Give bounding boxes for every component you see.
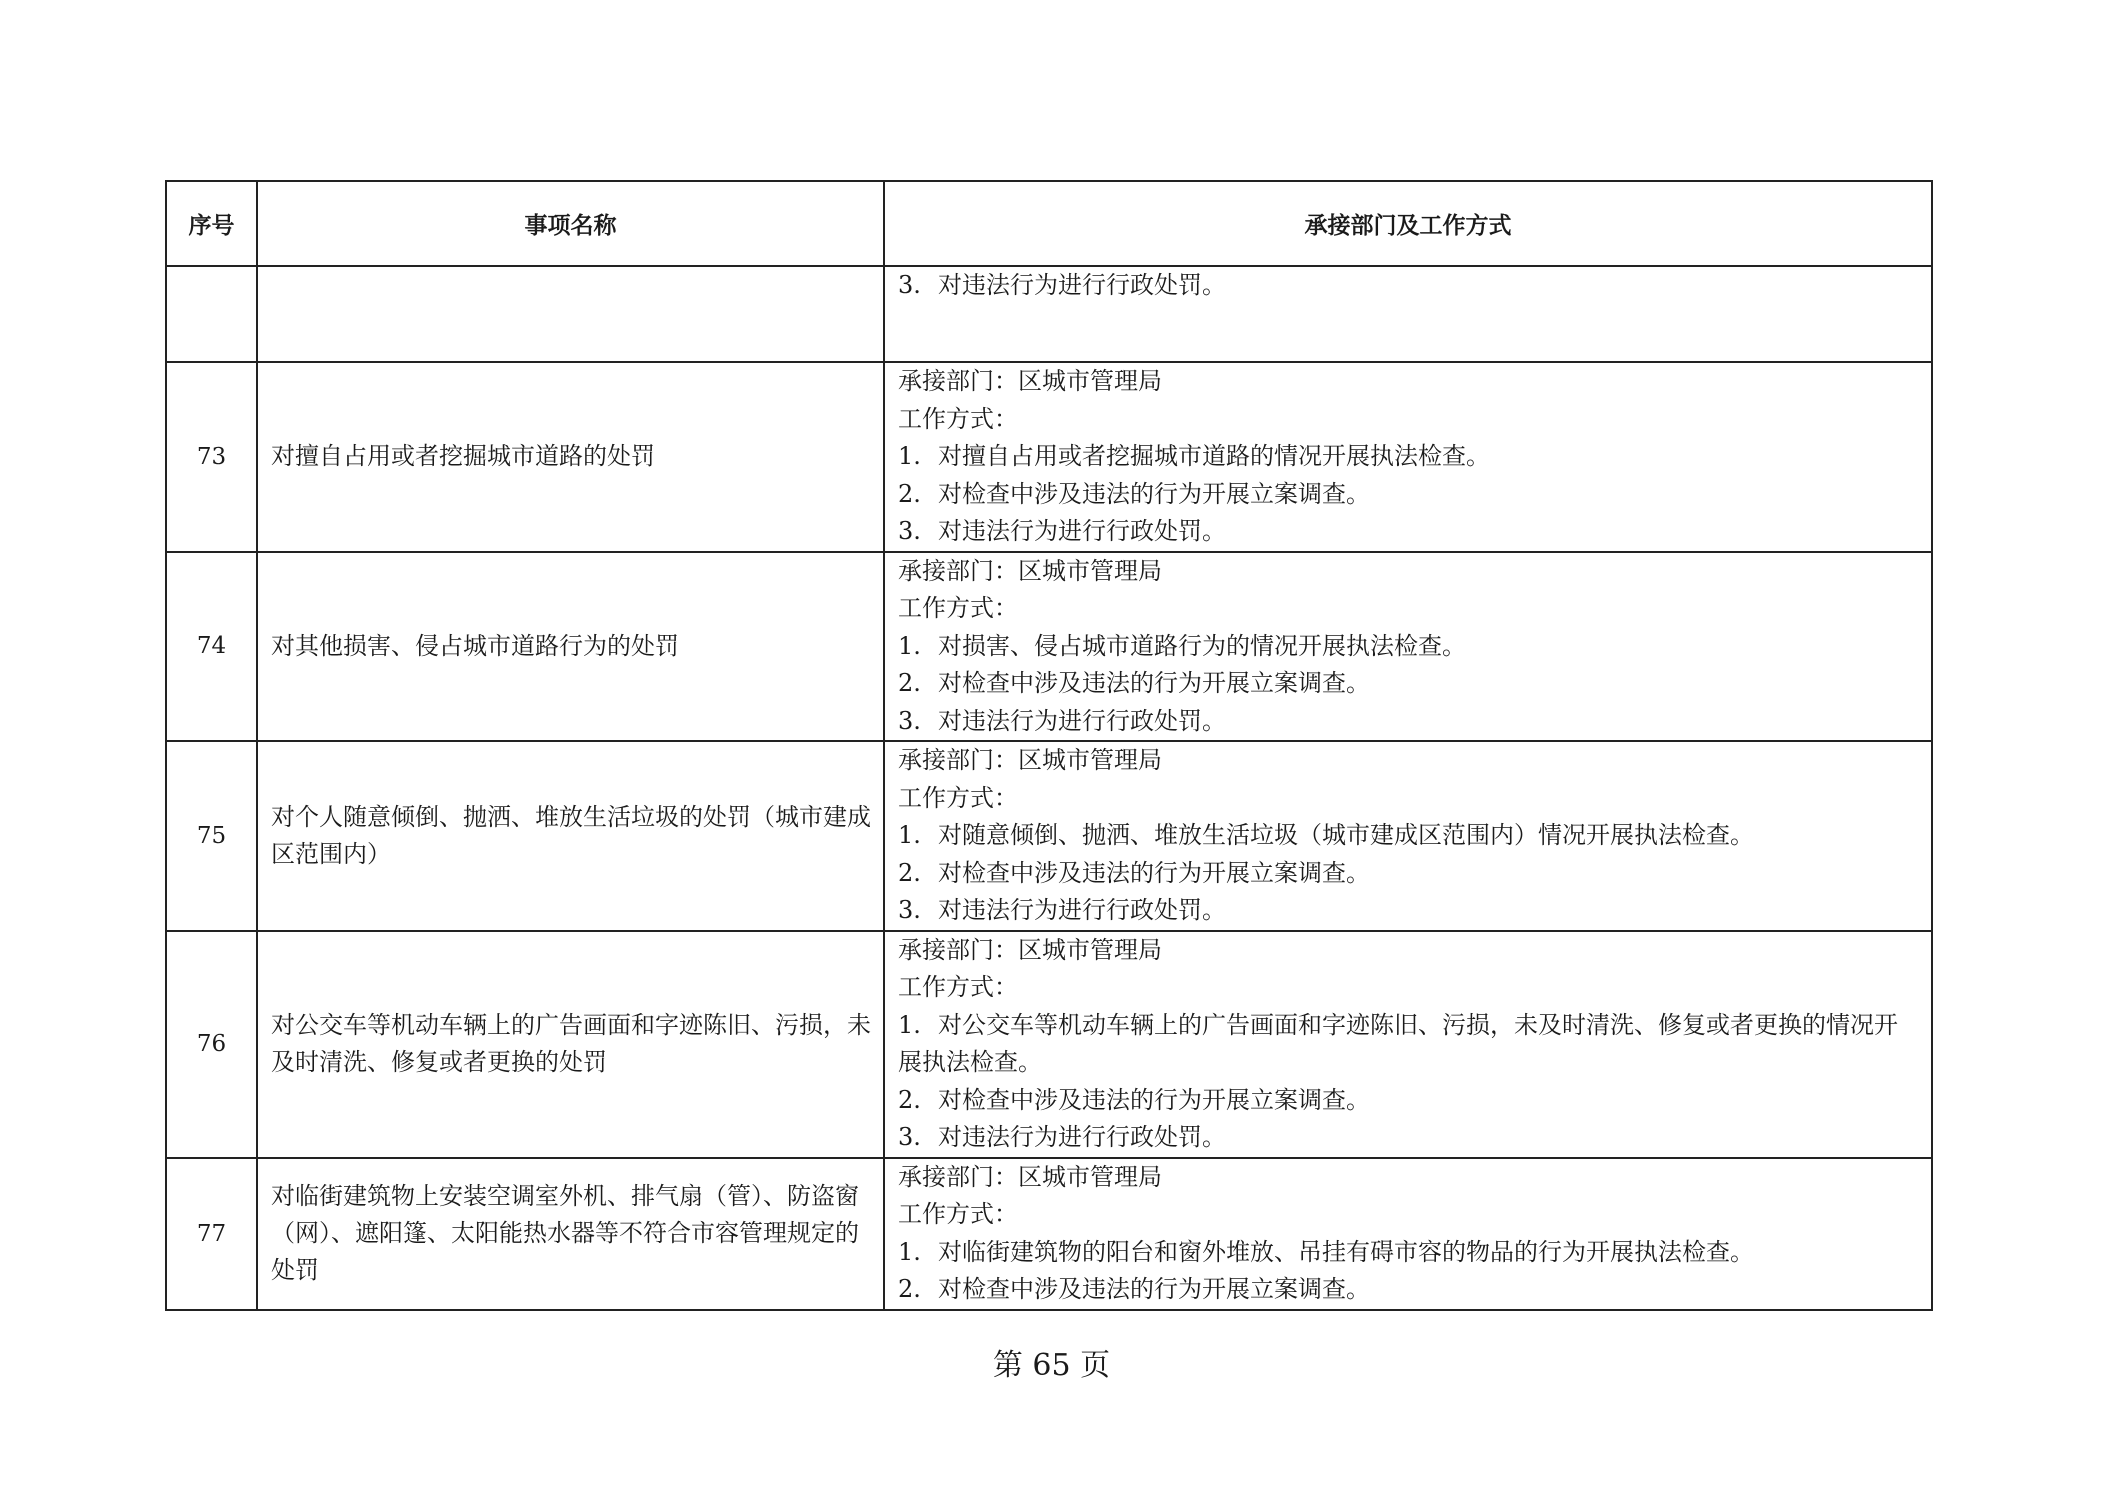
table-row (166, 1158, 1932, 1310)
row-item-name: 对个人随意倾倒、抛洒、堆放生活垃圾的处罚（城市建成区范围内） (257, 741, 884, 931)
dept-line (898, 476, 1921, 514)
row-department-method (884, 362, 1932, 552)
header-department-method: 承接部门及工作方式 (884, 181, 1932, 266)
dept-line (898, 401, 1921, 439)
dept-line (898, 742, 1921, 780)
dept-line (898, 553, 1921, 591)
dept-line-number: 2. (898, 1275, 921, 1303)
dept-line-text: 对随意倾倒、抛洒、堆放生活垃圾（城市建成区范围内）情况开展执法检查。 (938, 821, 1754, 849)
table-row (166, 931, 1932, 1158)
dept-line (898, 438, 1921, 476)
dept-line-number: 1. (898, 821, 921, 849)
dept-line-number: 3. (898, 706, 921, 735)
dept-line-number: 2. (898, 1085, 921, 1114)
dept-line (898, 932, 1921, 970)
dept-line-number: 2. (898, 479, 921, 508)
dept-line (898, 363, 1921, 401)
dept-line-number: 3. (898, 896, 921, 924)
row-department-method (884, 552, 1932, 742)
dept-line (898, 817, 1921, 855)
dept-line-text: 对检查中涉及违法的行为开展立案调查。 (938, 669, 1370, 697)
dept-line (898, 1119, 1921, 1157)
row-item-name (257, 266, 884, 362)
dept-line-text: 对违法行为进行行政处罚。 (938, 896, 1226, 924)
dept-line-number: 2. (898, 858, 921, 887)
row-item-name: 对其他损害、侵占城市道路行为的处罚 (257, 552, 884, 742)
dept-line-text: 承接部门：区城市管理局 (898, 556, 1162, 585)
row-serial-number: 75 (166, 741, 257, 931)
dept-line (898, 780, 1921, 818)
dept-line-text: 工作方式： (898, 404, 1018, 433)
dept-line-text: 对临街建筑物的阳台和窗外堆放、吊挂有碍市容的物品的行为开展执法检查。 (938, 1237, 1754, 1266)
dept-line-text: 承接部门：区城市管理局 (898, 746, 1162, 774)
row-serial-number: 74 (166, 552, 257, 742)
dept-line (898, 1007, 1921, 1082)
dept-line (898, 1082, 1921, 1120)
dept-line-text: 承接部门：区城市管理局 (898, 935, 1162, 964)
dept-line-text: 对擅自占用或者挖掘城市道路的情况开展执法检查。 (938, 442, 1490, 470)
dept-line-text: 对损害、侵占城市道路行为的情况开展执法检查。 (938, 631, 1466, 660)
dept-line-text: 对公交车等机动车辆上的广告画面和字迹陈旧、污损，未及时清洗、修复或者更换的情况开展执法检查。 (898, 1010, 1898, 1076)
dept-line-text: 工作方式： (898, 594, 1018, 622)
dept-line-number: 3. (898, 271, 921, 299)
table-header-row (166, 181, 1932, 266)
dept-line (898, 855, 1921, 893)
dept-line (898, 267, 1921, 305)
dept-line-text: 对检查中涉及违法的行为开展立案调查。 (938, 1085, 1370, 1114)
dept-line (898, 703, 1921, 741)
dept-line (898, 665, 1921, 703)
table-row (166, 266, 1932, 362)
table-row (166, 362, 1932, 552)
row-department-method (884, 931, 1932, 1158)
row-item-name: 对公交车等机动车辆上的广告画面和字迹陈旧、污损，未及时清洗、修复或者更换的处罚 (257, 931, 884, 1158)
row-department-method (884, 1158, 1932, 1310)
dept-line-text: 对违法行为进行行政处罚。 (938, 706, 1226, 735)
dept-line (898, 892, 1921, 930)
dept-line-text: 承接部门：区城市管理局 (898, 367, 1162, 395)
dept-line-text: 对检查中涉及违法的行为开展立案调查。 (938, 858, 1370, 887)
dept-line-number: 1. (898, 442, 921, 470)
dept-line (898, 628, 1921, 666)
table-row (166, 552, 1932, 742)
table-row (166, 741, 1932, 931)
dept-line (898, 969, 1921, 1007)
dept-line (898, 1196, 1921, 1234)
row-serial-number: 76 (166, 931, 257, 1158)
row-serial-number: 77 (166, 1158, 257, 1310)
row-serial-number: 73 (166, 362, 257, 552)
dept-line-number: 2. (898, 669, 921, 697)
dept-line (898, 1234, 1921, 1272)
page-number: 第 65 页 (992, 1348, 1111, 1383)
row-serial-number (166, 266, 257, 362)
dept-line-text: 承接部门：区城市管理局 (898, 1162, 1162, 1191)
items-table (165, 180, 1933, 1311)
row-item-name: 对临街建筑物上安装空调室外机、排气扇（管）、防盗窗（网）、遮阳篷、太阳能热水器等不符合市容管理规定的处罚 (257, 1158, 884, 1310)
dept-line-text: 对违法行为进行行政处罚。 (938, 517, 1226, 545)
header-serial-number: 序号 (166, 181, 257, 266)
dept-line-text: 工作方式： (898, 783, 1018, 812)
dept-line-number: 1. (898, 1010, 921, 1039)
dept-line-text: 对违法行为进行行政处罚。 (938, 1123, 1226, 1151)
dept-line-text: 对检查中涉及违法的行为开展立案调查。 (938, 479, 1370, 508)
header-item-name: 事项名称 (257, 181, 884, 266)
dept-line-number: 3. (898, 517, 921, 545)
row-department-method (884, 741, 1932, 931)
row-department-method (884, 266, 1932, 362)
row-item-name: 对擅自占用或者挖掘城市道路的处罚 (257, 362, 884, 552)
dept-line (898, 1271, 1921, 1309)
dept-line-number: 3. (898, 1123, 921, 1151)
dept-line-text: 对检查中涉及违法的行为开展立案调查。 (938, 1275, 1370, 1303)
dept-line-number: 1. (898, 631, 921, 660)
dept-line-text: 对违法行为进行行政处罚。 (938, 271, 1226, 299)
dept-line-number: 1. (898, 1237, 921, 1266)
dept-line (898, 1159, 1921, 1197)
table-body (166, 266, 1932, 1310)
dept-line-text: 工作方式： (898, 973, 1018, 1001)
dept-line (898, 590, 1921, 628)
dept-line (898, 513, 1921, 551)
dept-line-text: 工作方式： (898, 1200, 1018, 1228)
